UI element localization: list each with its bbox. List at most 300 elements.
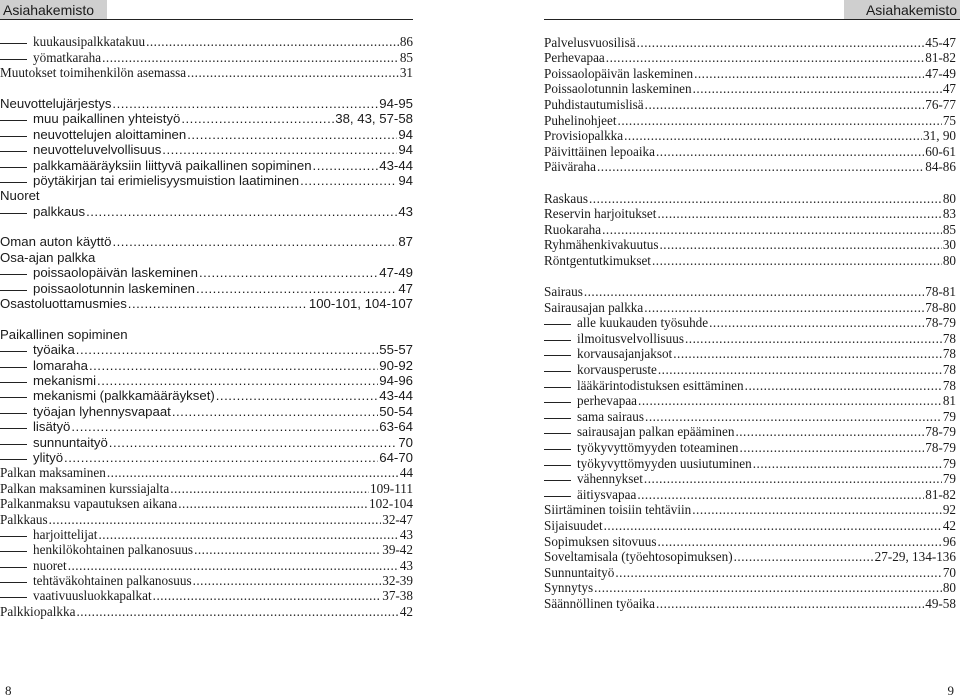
index-pages: 80 bbox=[942, 580, 956, 596]
index-term: Ryhmähenkivakuutus bbox=[544, 237, 659, 253]
index-entry bbox=[0, 450, 413, 465]
index-pages: 37-38 bbox=[382, 588, 413, 604]
index-term: lääkärintodistuksen esittäminen bbox=[577, 377, 744, 393]
leader-dots bbox=[694, 66, 924, 81]
index-entry bbox=[544, 81, 956, 97]
index-pages: 94 bbox=[398, 172, 413, 188]
index-term: Muutokset toimihenkilön asemassa bbox=[0, 65, 187, 81]
index-pages: 80 bbox=[942, 252, 956, 268]
index-entry bbox=[0, 527, 413, 542]
index-entry bbox=[544, 549, 956, 565]
leader-dots bbox=[659, 237, 941, 252]
subentry-dash bbox=[544, 398, 577, 408]
leader-dots bbox=[170, 481, 369, 496]
index-term: Paikallinen sopiminen bbox=[0, 326, 128, 342]
index-term: tehtäväkohtainen palkanosuus bbox=[33, 573, 192, 589]
index-term: neuvotteluvelvollisuus bbox=[33, 142, 162, 158]
index-term: pöytäkirjan tai erimielisyysmuistion laatiminen bbox=[33, 172, 300, 188]
leader-dots bbox=[594, 580, 942, 595]
index-pages: 94-96 bbox=[379, 372, 413, 388]
index-term: Sijaisuudet bbox=[544, 518, 603, 533]
index-term: alle kuukauden työsuhde bbox=[577, 315, 709, 331]
index-term: Palkan maksaminen kurssiajalta bbox=[0, 480, 170, 496]
leader-dots bbox=[644, 300, 924, 315]
index-term: sunnuntaityö bbox=[33, 434, 108, 450]
index-term: poissaolopäivän laskeminen bbox=[33, 265, 198, 281]
index-term: sama sairaus bbox=[577, 408, 645, 424]
index-entry bbox=[0, 419, 413, 434]
subentry-dash bbox=[0, 286, 33, 296]
leader-dots bbox=[673, 346, 942, 361]
leader-dots bbox=[199, 265, 378, 280]
index-term: muu paikallinen yhteistyö bbox=[33, 111, 181, 127]
index-entry bbox=[0, 111, 413, 126]
leader-dots bbox=[644, 471, 942, 486]
running-header-left: Asiahakemisto bbox=[0, 0, 107, 20]
index-pages: 92 bbox=[942, 502, 956, 518]
index-pages: 86 bbox=[399, 34, 413, 50]
index-entry bbox=[544, 112, 956, 128]
index-entry bbox=[544, 361, 956, 377]
index-term: äitiysvapaa bbox=[577, 486, 637, 502]
leader-dots bbox=[187, 65, 399, 80]
index-term: Provisiopalkka bbox=[544, 128, 624, 144]
index-term: Sunnuntaityö bbox=[544, 564, 615, 580]
index-entry bbox=[0, 173, 413, 188]
index-entry bbox=[0, 157, 413, 172]
index-entry bbox=[544, 159, 956, 175]
subentry-dash bbox=[0, 347, 33, 357]
index-pages: 70 bbox=[942, 564, 956, 580]
leader-dots bbox=[740, 440, 925, 455]
index-term: työaika bbox=[33, 342, 75, 358]
index-pages: 63-64 bbox=[379, 419, 413, 435]
index-pages: 50-54 bbox=[379, 403, 413, 419]
index-term: korvausperuste bbox=[577, 362, 657, 378]
subentry-dash bbox=[0, 393, 33, 403]
leader-dots bbox=[172, 404, 378, 419]
index-term: kuukausipalkkatakuu bbox=[33, 34, 146, 50]
index-entry bbox=[544, 408, 956, 424]
subentry-dash bbox=[0, 578, 33, 588]
subentry-dash bbox=[544, 414, 577, 424]
index-pages: 32-39 bbox=[382, 573, 413, 589]
index-pages: 75 bbox=[942, 112, 956, 128]
index-entry bbox=[0, 373, 413, 388]
index-entry bbox=[544, 221, 956, 237]
index-term: Soveltamisala (työehtosopimuksen) bbox=[544, 549, 733, 565]
subentry-dash bbox=[544, 492, 577, 502]
index-term: Perhevapaa bbox=[544, 50, 605, 66]
subentry-dash bbox=[0, 270, 33, 280]
index-term: mekanismi bbox=[33, 372, 97, 388]
index-entry bbox=[544, 299, 956, 315]
index-entry bbox=[0, 234, 413, 249]
index-entry bbox=[544, 206, 956, 222]
index-term: korvausajanjaksot bbox=[577, 346, 673, 362]
subentry-dash bbox=[544, 429, 577, 439]
subentry-dash bbox=[0, 209, 33, 219]
leader-dots bbox=[76, 604, 398, 619]
index-pages: 78 bbox=[942, 377, 956, 393]
index-spacer bbox=[0, 311, 413, 326]
index-term: neuvottelujen aloittaminen bbox=[33, 126, 187, 142]
index-pages: 60-61 bbox=[925, 143, 956, 159]
index-entry bbox=[544, 377, 956, 393]
leader-dots bbox=[656, 144, 924, 159]
index-term: lomaraha bbox=[33, 357, 88, 373]
index-term: vähennykset bbox=[577, 471, 643, 487]
index-entry bbox=[544, 34, 956, 50]
index-pages: 49-58 bbox=[925, 595, 956, 611]
subentry-dash bbox=[544, 320, 577, 330]
index-term: Palkkiopalkka bbox=[0, 603, 76, 619]
subentry-dash bbox=[0, 563, 33, 573]
index-entry bbox=[0, 280, 413, 295]
index-entry bbox=[0, 188, 413, 203]
index-pages: 32-47 bbox=[382, 511, 413, 527]
index-term: perhevapaa bbox=[577, 393, 638, 409]
index-entry bbox=[544, 284, 956, 300]
index-entry bbox=[0, 49, 413, 64]
index-term: ilmoitusvelvollisuus bbox=[577, 330, 684, 346]
index-pages: 78-79 bbox=[925, 440, 956, 456]
leader-dots bbox=[753, 456, 942, 471]
index-term: Päiväraha bbox=[544, 159, 596, 175]
index-term: työkyvyttömyyden toteaminen bbox=[577, 440, 739, 456]
leader-dots bbox=[658, 362, 942, 377]
index-term: Ruokaraha bbox=[544, 221, 602, 237]
index-pages: 79 bbox=[942, 471, 956, 487]
index-entry bbox=[0, 296, 413, 311]
index-entry bbox=[0, 142, 413, 157]
subentry-dash bbox=[0, 378, 33, 388]
leader-dots bbox=[71, 419, 378, 434]
index-pages: 47-49 bbox=[925, 65, 956, 81]
index-pages: 78-79 bbox=[925, 424, 956, 440]
index-pages: 78-80 bbox=[925, 299, 956, 315]
leader-dots bbox=[735, 424, 924, 439]
leader-dots bbox=[193, 573, 382, 588]
index-pages: 76-77 bbox=[925, 96, 956, 112]
index-entry bbox=[544, 252, 956, 268]
index-pages: 80 bbox=[942, 190, 956, 206]
leader-dots bbox=[645, 97, 925, 112]
subentry-dash bbox=[0, 547, 33, 557]
index-entry bbox=[0, 542, 413, 557]
leader-dots bbox=[584, 284, 924, 299]
leader-dots bbox=[128, 296, 308, 311]
index-term: Siirtäminen toisiin tehtäviin bbox=[544, 502, 692, 518]
index-column-right bbox=[544, 34, 956, 611]
index-pages: 90-92 bbox=[379, 357, 413, 373]
leader-dots bbox=[64, 450, 378, 465]
index-pages: 78 bbox=[942, 330, 956, 346]
index-pages: 47 bbox=[942, 81, 956, 97]
index-term: Sopimuksen sitovuus bbox=[544, 533, 657, 549]
index-spacer bbox=[544, 174, 956, 190]
index-entry bbox=[0, 126, 413, 141]
index-pages: 70 bbox=[398, 434, 413, 450]
index-entry bbox=[544, 50, 956, 66]
subentry-dash bbox=[0, 440, 33, 450]
leader-dots bbox=[597, 159, 924, 174]
index-term: Raskaus bbox=[544, 190, 588, 206]
leader-dots bbox=[656, 596, 924, 611]
index-entry bbox=[0, 403, 413, 418]
subentry-dash bbox=[0, 363, 33, 373]
leader-dots bbox=[68, 558, 399, 573]
index-term: Poissaolopäivän laskeminen bbox=[544, 65, 694, 81]
index-pages: 30 bbox=[942, 237, 956, 253]
index-pages: 84-86 bbox=[925, 159, 956, 175]
index-term: Päivittäinen lepoaika bbox=[544, 143, 655, 159]
leader-dots bbox=[638, 393, 942, 408]
subentry-dash bbox=[544, 461, 577, 471]
leader-dots bbox=[178, 496, 368, 511]
leader-dots bbox=[146, 34, 399, 49]
index-pages: 27-29, 134-136 bbox=[874, 549, 956, 565]
index-pages: 78-79 bbox=[925, 315, 956, 331]
index-term: Osa-ajan palkka bbox=[0, 249, 96, 265]
index-term: palkkamääräyksiin liittyvä paikallinen sopiminen bbox=[33, 157, 312, 173]
leader-dots bbox=[98, 527, 398, 542]
index-term: Nuoret bbox=[0, 188, 40, 204]
index-pages: 94 bbox=[398, 126, 413, 142]
leader-dots bbox=[300, 173, 397, 188]
index-term: sairausajan palkan epääminen bbox=[577, 424, 735, 440]
index-term: mekanismi (palkkamääräykset) bbox=[33, 388, 215, 404]
index-term: Synnytys bbox=[544, 580, 594, 596]
index-pages: 83 bbox=[942, 206, 956, 222]
subentry-dash bbox=[544, 383, 577, 393]
index-pages: 47 bbox=[398, 280, 413, 296]
index-pages: 78 bbox=[942, 346, 956, 362]
index-entry bbox=[0, 496, 413, 511]
leader-dots bbox=[693, 81, 942, 96]
subentry-dash bbox=[0, 132, 33, 142]
index-pages: 55-57 bbox=[379, 342, 413, 358]
index-term: Palvelusvuosilisä bbox=[544, 34, 636, 50]
index-entry bbox=[544, 517, 956, 533]
index-entry bbox=[544, 393, 956, 409]
leader-dots bbox=[194, 542, 381, 557]
index-term: vaativuusluokkapalkat bbox=[33, 588, 152, 604]
index-entry bbox=[544, 237, 956, 253]
index-entry bbox=[544, 330, 956, 346]
index-term: Neuvottelujärjestys bbox=[0, 95, 112, 111]
index-entry bbox=[0, 357, 413, 372]
index-entry bbox=[0, 96, 413, 111]
index-pages: 100-101, 104-107 bbox=[308, 296, 413, 312]
subentry-dash bbox=[544, 367, 577, 377]
index-pages: 38, 43, 57-58 bbox=[335, 111, 413, 127]
page-number-right: 9 bbox=[947, 683, 954, 698]
index-pages: 42 bbox=[399, 603, 413, 619]
subentry-dash bbox=[0, 39, 33, 49]
index-entry bbox=[0, 603, 413, 618]
index-entry bbox=[0, 573, 413, 588]
index-pages: 96 bbox=[942, 533, 956, 549]
subentry-dash bbox=[0, 455, 33, 465]
leader-dots bbox=[109, 435, 398, 450]
leader-dots bbox=[162, 142, 397, 157]
index-pages: 78-81 bbox=[925, 284, 956, 300]
index-entry bbox=[0, 465, 413, 480]
index-entry bbox=[544, 143, 956, 159]
index-pages: 94 bbox=[398, 142, 413, 158]
index-pages: 79 bbox=[942, 455, 956, 471]
index-pages: 42 bbox=[942, 518, 956, 533]
index-term: Reservin harjoitukset bbox=[544, 206, 657, 222]
subentry-dash bbox=[0, 409, 33, 419]
index-entry bbox=[544, 595, 956, 611]
leader-dots bbox=[602, 222, 942, 237]
index-term: Puhelinohjeet bbox=[544, 112, 617, 128]
index-pages: 47-49 bbox=[379, 265, 413, 281]
leader-dots bbox=[645, 409, 942, 424]
leader-dots bbox=[107, 465, 399, 480]
index-entry bbox=[544, 486, 956, 502]
index-term: työajan lyhennysvapaat bbox=[33, 403, 171, 419]
subentry-dash bbox=[544, 336, 577, 346]
index-column-left bbox=[0, 34, 413, 619]
header-rule-left bbox=[0, 19, 413, 20]
index-pages: 85 bbox=[942, 221, 956, 237]
subentry-dash bbox=[0, 116, 33, 126]
index-spacer bbox=[544, 268, 956, 284]
subentry-dash bbox=[0, 532, 33, 542]
leader-dots bbox=[685, 331, 942, 346]
leader-dots bbox=[615, 565, 941, 580]
index-entry bbox=[0, 326, 413, 341]
index-pages: 81-82 bbox=[925, 486, 956, 502]
leader-dots bbox=[652, 253, 942, 268]
index-pages: 109-111 bbox=[370, 480, 413, 496]
index-pages: 78 bbox=[942, 362, 956, 378]
leader-dots bbox=[624, 128, 922, 143]
leader-dots bbox=[49, 512, 382, 527]
index-term: Osastoluottamusmies bbox=[0, 296, 127, 312]
leader-dots bbox=[657, 534, 941, 549]
index-term: nuoret bbox=[33, 557, 67, 573]
index-pages: 102-104 bbox=[369, 496, 413, 512]
index-term: Säännöllinen työaika bbox=[544, 595, 655, 611]
index-entry bbox=[544, 439, 956, 455]
index-pages: 31, 90 bbox=[923, 128, 956, 144]
index-term: henkilökohtainen palkanosuus bbox=[33, 542, 194, 558]
subentry-dash bbox=[0, 147, 33, 157]
index-entry bbox=[544, 533, 956, 549]
index-spacer bbox=[0, 219, 413, 234]
index-entry bbox=[544, 190, 956, 206]
index-term: Sairaus bbox=[544, 284, 583, 300]
index-entry bbox=[544, 424, 956, 440]
leader-dots bbox=[102, 50, 399, 65]
leader-dots bbox=[589, 191, 942, 206]
index-entry bbox=[0, 388, 413, 403]
leader-dots bbox=[637, 487, 924, 502]
leader-dots bbox=[745, 378, 942, 393]
leader-dots bbox=[606, 50, 924, 65]
index-pages: 81 bbox=[942, 393, 956, 409]
index-entry bbox=[0, 265, 413, 280]
subentry-dash bbox=[544, 351, 577, 361]
index-pages: 43 bbox=[398, 203, 413, 219]
index-entry bbox=[0, 65, 413, 80]
index-pages: 43 bbox=[399, 557, 413, 573]
index-term: Poissaolotunnin laskeminen bbox=[544, 81, 692, 97]
leader-dots bbox=[86, 204, 397, 219]
leader-dots bbox=[734, 549, 874, 564]
leader-dots bbox=[637, 35, 925, 50]
index-pages: 31 bbox=[399, 65, 413, 81]
index-term: harjoittelijat bbox=[33, 526, 98, 542]
leader-dots bbox=[153, 588, 382, 603]
index-entry bbox=[0, 557, 413, 572]
index-pages: 44 bbox=[399, 465, 413, 481]
index-term: Röntgentutkimukset bbox=[544, 252, 651, 268]
leader-dots bbox=[657, 206, 941, 221]
index-pages: 39-42 bbox=[382, 542, 413, 558]
index-entry bbox=[0, 588, 413, 603]
leader-dots bbox=[76, 342, 378, 357]
leader-dots bbox=[618, 113, 942, 128]
leader-dots bbox=[112, 96, 378, 111]
index-pages: 81-82 bbox=[925, 50, 956, 66]
index-entry bbox=[544, 96, 956, 112]
leader-dots bbox=[196, 281, 397, 296]
leader-dots bbox=[216, 388, 379, 403]
index-term: poissaolotunnin laskeminen bbox=[33, 280, 196, 296]
index-term: lisätyö bbox=[33, 419, 71, 435]
index-term: Palkan maksaminen bbox=[0, 465, 106, 481]
index-pages: 43 bbox=[399, 526, 413, 542]
index-pages: 79 bbox=[942, 408, 956, 424]
leader-dots bbox=[709, 315, 924, 330]
page-number-left: 8 bbox=[5, 683, 12, 698]
index-entry bbox=[544, 65, 956, 81]
running-header-right: Asiahakemisto bbox=[844, 0, 960, 20]
index-pages: 43-44 bbox=[379, 157, 413, 173]
index-pages: 87 bbox=[398, 234, 413, 250]
index-term: yömatkaraha bbox=[33, 49, 102, 65]
leader-dots bbox=[187, 127, 397, 142]
index-term: Puhdistautumislisä bbox=[544, 96, 644, 112]
subentry-dash bbox=[0, 424, 33, 434]
index-entry bbox=[544, 564, 956, 580]
index-entry bbox=[544, 471, 956, 487]
index-term: työkyvyttömyyden uusiutuminen bbox=[577, 455, 752, 471]
index-entry bbox=[0, 434, 413, 449]
index-entry bbox=[544, 346, 956, 362]
subentry-dash bbox=[544, 476, 577, 486]
index-entry bbox=[0, 34, 413, 49]
index-pages: 45-47 bbox=[925, 34, 956, 50]
index-term: Palkkaus bbox=[0, 511, 48, 527]
leader-dots bbox=[97, 373, 378, 388]
subentry-dash bbox=[0, 178, 33, 188]
index-entry bbox=[544, 502, 956, 518]
index-term: ylityö bbox=[33, 449, 64, 465]
index-entry bbox=[0, 342, 413, 357]
subentry-dash bbox=[0, 163, 33, 173]
leader-dots bbox=[181, 111, 334, 126]
index-term: palkkaus bbox=[33, 203, 86, 219]
index-entry bbox=[544, 128, 956, 144]
index-entry bbox=[544, 315, 956, 331]
index-pages: 43-44 bbox=[379, 388, 413, 404]
